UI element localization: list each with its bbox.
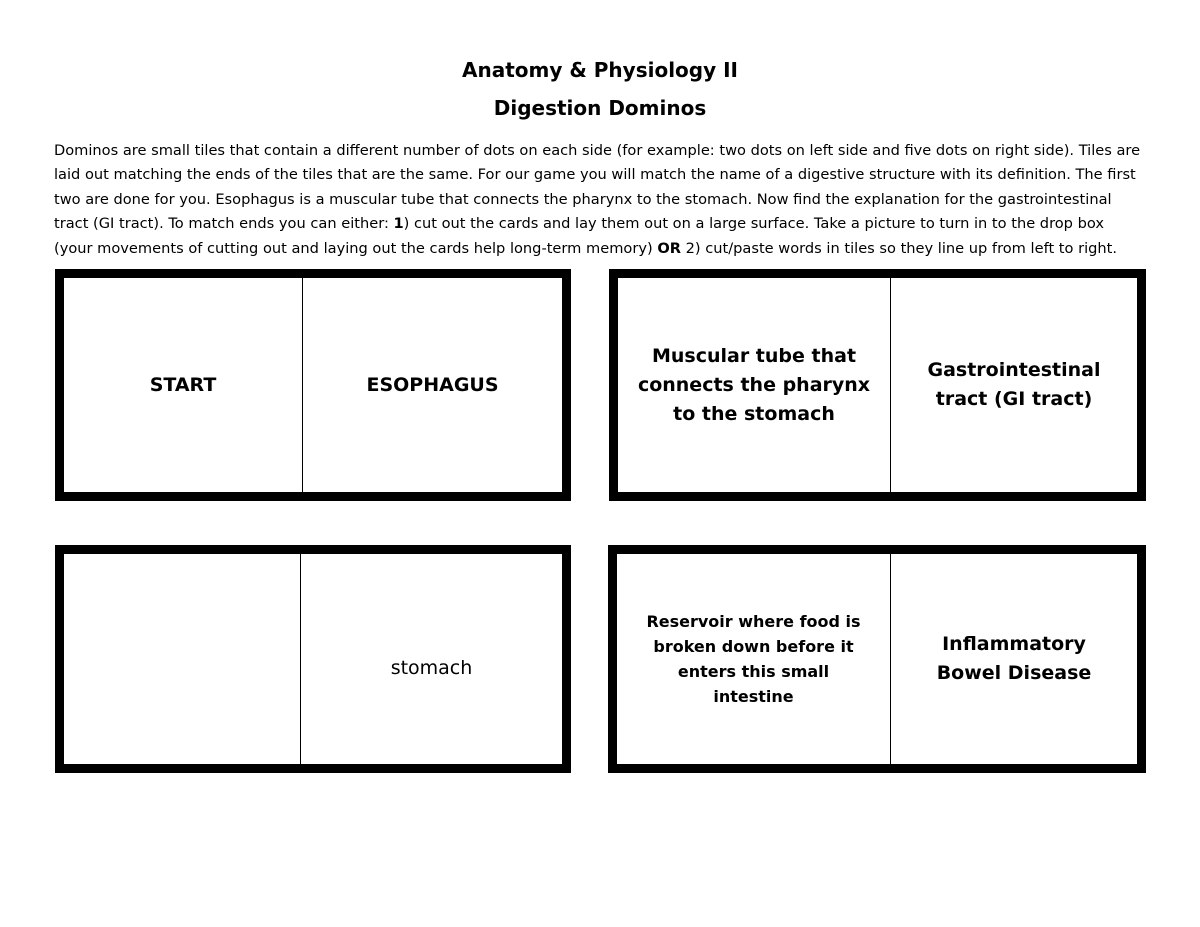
instructions-text: ) cut out the cards and lay them out on a large surface. Take a picture to turn in to the drop box [403,215,1104,233]
domino-left-text: START [149,373,217,396]
domino-left-cell [618,278,890,492]
domino-right-text: Gastrointestinal tract (GI tract) [927,359,1101,410]
domino-left-text: Muscular tube that connects the pharynx to the stomach [637,344,871,425]
instructions-text: 2) cut/paste words in tiles so they line up from left to right. [680,239,1118,257]
domino-right-text: ESOPHAGUS [366,373,499,396]
instructions-text: tract (GI tract). To match ends you can either: [54,215,394,233]
page-subtitle: Digestion Dominos [493,96,707,120]
domino-left-cell [617,554,890,764]
option-number: 1 [393,215,404,233]
domino-left-cell [64,278,302,492]
domino-tile [608,545,1146,773]
instructions-line: laid out matching the ends of the tiles that are the same. For our game you will match the name of a digestive structure with its definition. The first [54,166,1136,184]
domino-right-text: Inflammatory Bowel Disease [936,633,1092,684]
domino-left-text: Reservoir where food is broken down before it enters this small intestine [646,612,861,706]
domino-right-cell [891,554,1137,764]
page-title: Anatomy & Physiology II [462,58,738,82]
instructions-line [54,212,1146,236]
or-keyword: OR [657,239,681,257]
instructions-line: Dominos are small tiles that contain a different number of dots on each side (for example: two dots on left side and five dots on right side). Tiles are [54,142,1141,159]
domino-right-cell [301,554,562,764]
domino-left-cell [64,554,300,764]
domino-right-cell [891,278,1137,492]
domino-tile [609,269,1146,501]
domino-tile [55,269,571,501]
instructions-line [54,237,1146,261]
domino-tile [55,545,571,773]
domino-right-cell [303,278,562,492]
domino-right-text: stomach [390,656,473,679]
instructions-paragraph [54,139,1146,261]
instructions-text: (your movements of cutting out and laying out the cards help long-term memory) [54,239,658,257]
instructions-line: two are done for you. Esophagus is a muscular tube that connects the pharynx to the stomach. Now find the explanation for the gastrointestinal [54,190,1112,208]
